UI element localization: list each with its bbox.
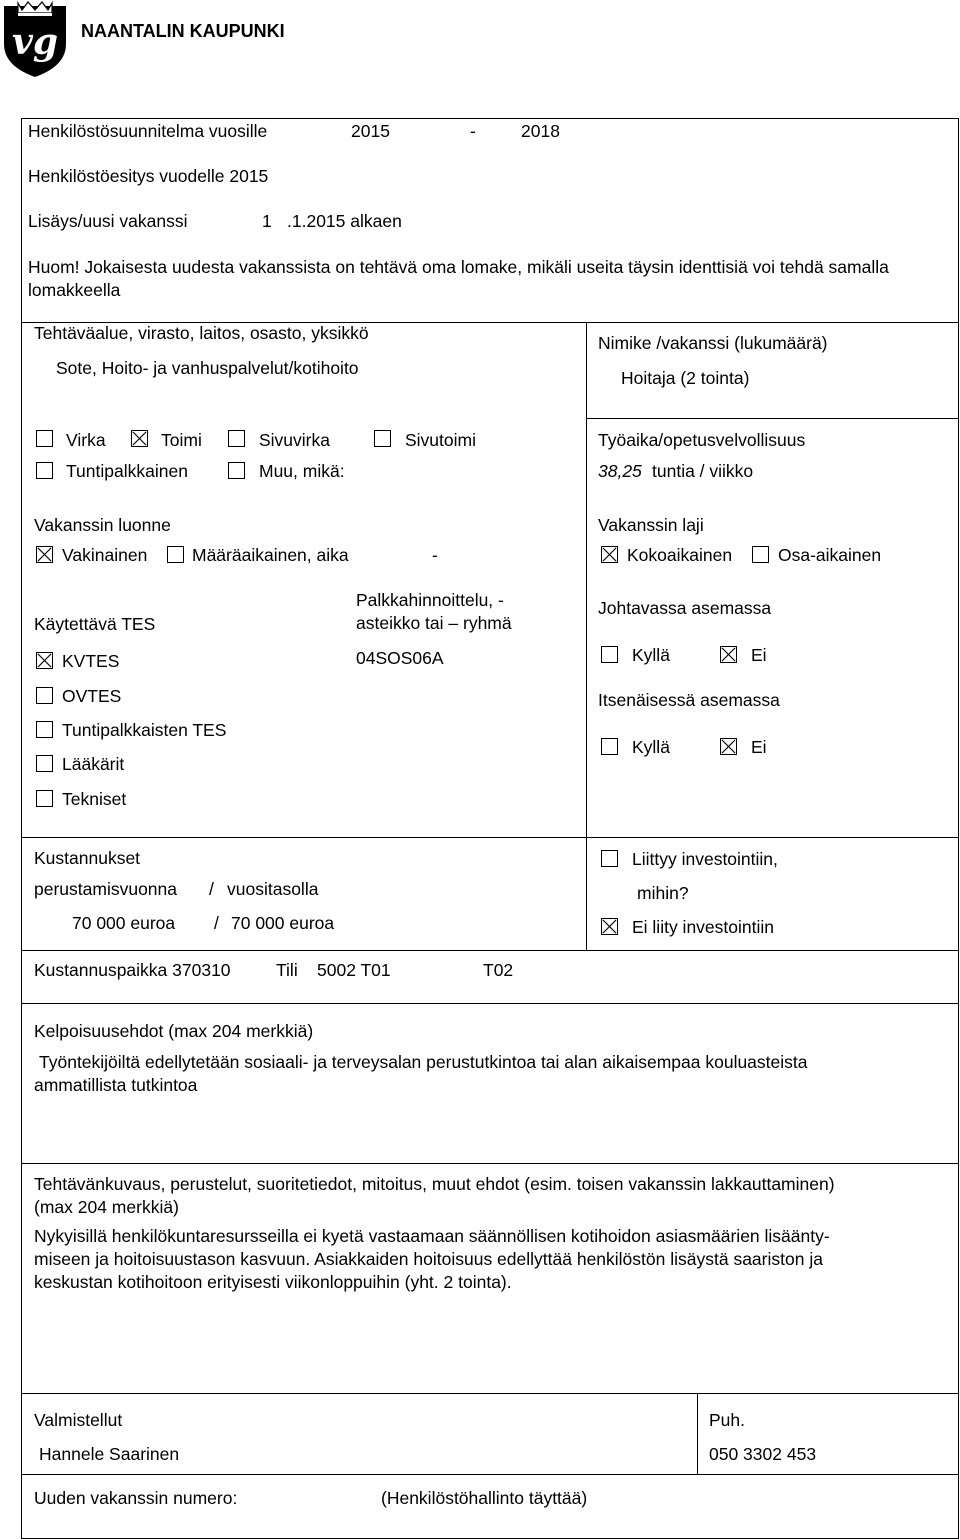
working-time-unit: tuntia / viikko [652,461,754,481]
new-number-note: (Henkilöstöhallinto täyttää) [381,1488,588,1508]
kind-label: Vakanssin laji [598,515,704,535]
sivutoimi-label: Sivutoimi [405,430,476,450]
row-divider [21,837,959,838]
addition-date: .1.2015 alkaen [287,211,402,231]
proposal-label: Henkilöstöesitys vuodelle 2015 [28,166,269,186]
sivuvirka-label: Sivuvirka [259,430,330,450]
prepared-label: Valmistellut [34,1410,123,1430]
qualifications-text-line1: Työntekijöiltä edellytetään sosiaali- ja terveysalan perustutkintoa tai alan aikaisempaa kouluasteista [39,1052,808,1072]
logo-text: vg [11,21,59,63]
table-border-bottom [21,1538,959,1539]
plan-year-end: 2018 [521,121,560,141]
tes-kvtes-label: KVTES [62,651,120,671]
cost-center-label: Kustannuspaikka 370310 [34,960,231,980]
working-time-hours: 38,25 [598,461,642,481]
phone-value: 050 3302 453 [709,1444,817,1464]
pay-value: 04SOS06A [356,648,444,668]
table-border-right [958,118,959,1539]
investment-not-related-label: Ei liity investointiin [632,917,774,937]
pay-label-line1: Palkkahinnoittelu, - [356,590,504,610]
permanent-checkbox[interactable] [36,546,53,563]
title-label: Nimike /vakanssi (lukumäärä) [598,333,828,353]
costs-value-a: 70 000 euroa [72,913,176,933]
independent-yes-checkbox[interactable] [601,738,618,755]
cost-center-account: Tili [276,960,298,980]
tuntipalkkainen-label: Tuntipalkkainen [66,461,188,481]
row-divider [21,1474,959,1475]
cost-center-code2: T02 [483,960,514,980]
unit-value: Sote, Hoito- ja vanhuspalvelut/kotihoito [56,358,359,378]
table-border-left [21,118,22,1539]
part-time-label: Osa-aikainen [778,545,882,565]
table-border-top [21,118,959,119]
toimi-label: Toimi [161,430,202,450]
muu-checkbox[interactable] [228,462,245,479]
prepared-name: Hannele Saarinen [39,1444,180,1464]
form-note: Huom! Jokaisesta uudesta vakanssista on tehtävä oma lomake, mikäli useita täysin identtisiä voi tehdä samalla lomakkeella [28,257,889,300]
tes-tuntipalkkaisten-label: Tuntipalkkaisten TES [62,720,227,740]
row-divider [21,1003,959,1004]
title-value: Hoitaja (2 tointa) [621,368,750,388]
qualifications-text-line2: ammatillista tutkintoa [34,1075,198,1095]
addition-label: Lisäys/uusi vakanssi [28,211,188,231]
plan-label: Henkilöstösuunnitelma vuosille [28,121,268,141]
full-time-label: Kokoaikainen [627,545,733,565]
fixed-term-label: Määräaikainen, aika [192,545,349,565]
tes-tuntipalkkaisten-checkbox[interactable] [36,721,53,738]
tes-ovtes-checkbox[interactable] [36,687,53,704]
tes-laakarit-label: Lääkärit [62,754,125,774]
row-divider [21,1163,959,1164]
tes-tekniset-checkbox[interactable] [36,790,53,807]
plan-year-start: 2015 [351,121,390,141]
column-divider [697,1393,698,1474]
sivuvirka-checkbox[interactable] [228,430,245,447]
independent-label: Itsenäisessä asemassa [598,690,780,710]
sivutoimi-checkbox[interactable] [374,430,391,447]
costs-value-b: 70 000 euroa [231,913,335,933]
permanent-label: Vakinainen [62,545,148,565]
tes-ovtes-label: OVTES [62,686,122,706]
pay-label-line2: asteikko tai – ryhmä [356,613,512,633]
full-time-checkbox[interactable] [601,546,618,563]
investment-related-label: Liittyy investointiin, [632,849,778,869]
managerial-no-label: Ei [751,645,767,665]
nature-label: Vakanssin luonne [34,515,171,535]
tes-kvtes-checkbox[interactable] [36,652,53,669]
costs-value-sep: / [214,913,219,933]
description-text-line1: Nykyisillä henkilökuntaresursseilla ei kyetä vastaamaan säännöllisen kotihoidon asiasmäärien lisäänty- [34,1226,830,1246]
cost-center-code1: 5002 T01 [317,960,391,980]
part-time-checkbox[interactable] [752,546,769,563]
investment-related-checkbox[interactable] [601,850,618,867]
fixed-term-checkbox[interactable] [167,546,184,563]
description-label-line1: Tehtävänkuvaus, perustelut, suoritetiedot, mitoitus, muut ehdot (esim. toisen vakanssin lakkauttaminen) [34,1174,835,1194]
managerial-no-checkbox[interactable] [720,646,737,663]
city-logo [0,0,70,78]
working-time-label: Työaika/opetusvelvollisuus [598,430,806,450]
managerial-label: Johtavassa asemassa [598,598,772,618]
managerial-yes-checkbox[interactable] [601,646,618,663]
qualifications-label: Kelpoisuusehdot (max 204 merkkiä) [34,1021,314,1041]
virka-checkbox[interactable] [36,430,53,447]
muu-label: Muu, mikä: [259,461,345,481]
description-label-line2: (max 204 merkkiä) [34,1197,179,1217]
virka-label: Virka [66,430,106,450]
costs-sublabel-b: vuositasolla [227,879,319,899]
row-divider [21,1393,959,1394]
fixed-term-dash: - [432,545,438,565]
addition-day: 1 [262,211,272,231]
column-divider [586,322,587,950]
tes-laakarit-checkbox[interactable] [36,755,53,772]
costs-label: Kustannukset [34,848,141,868]
investment-where-label: mihin? [637,883,689,903]
tes-label: Käytettävä TES [34,614,156,634]
toimi-checkbox[interactable] [131,430,148,447]
org-name: NAANTALIN KAUPUNKI [81,21,285,41]
new-number-label: Uuden vakanssin numero: [34,1488,238,1508]
description-text-line2: miseen ja hoitoisuustason kasvuun. Asiakkaiden hoitoisuus edellyttää henkilöstön lisäystä saariston ja [34,1249,823,1269]
independent-no-checkbox[interactable] [720,738,737,755]
independent-no-label: Ei [751,737,767,757]
phone-label: Puh. [709,1410,745,1430]
plan-dash: - [470,121,476,141]
row-divider [21,950,959,951]
row-divider [586,418,959,419]
investment-not-related-checkbox[interactable] [601,918,618,935]
tuntipalkkainen-checkbox[interactable] [36,462,53,479]
costs-sublabel-a: perustamisvuonna [34,879,177,899]
tes-tekniset-label: Tekniset [62,789,127,809]
independent-yes-label: Kyllä [632,737,670,757]
costs-sublabel-sep: / [209,879,214,899]
managerial-yes-label: Kyllä [632,645,670,665]
description-text-line3: keskustan kotihoitoon erityisesti viikonloppuihin (yht. 2 tointa). [34,1272,512,1292]
unit-label: Tehtäväalue, virasto, laitos, osasto, yksikkö [34,323,369,343]
